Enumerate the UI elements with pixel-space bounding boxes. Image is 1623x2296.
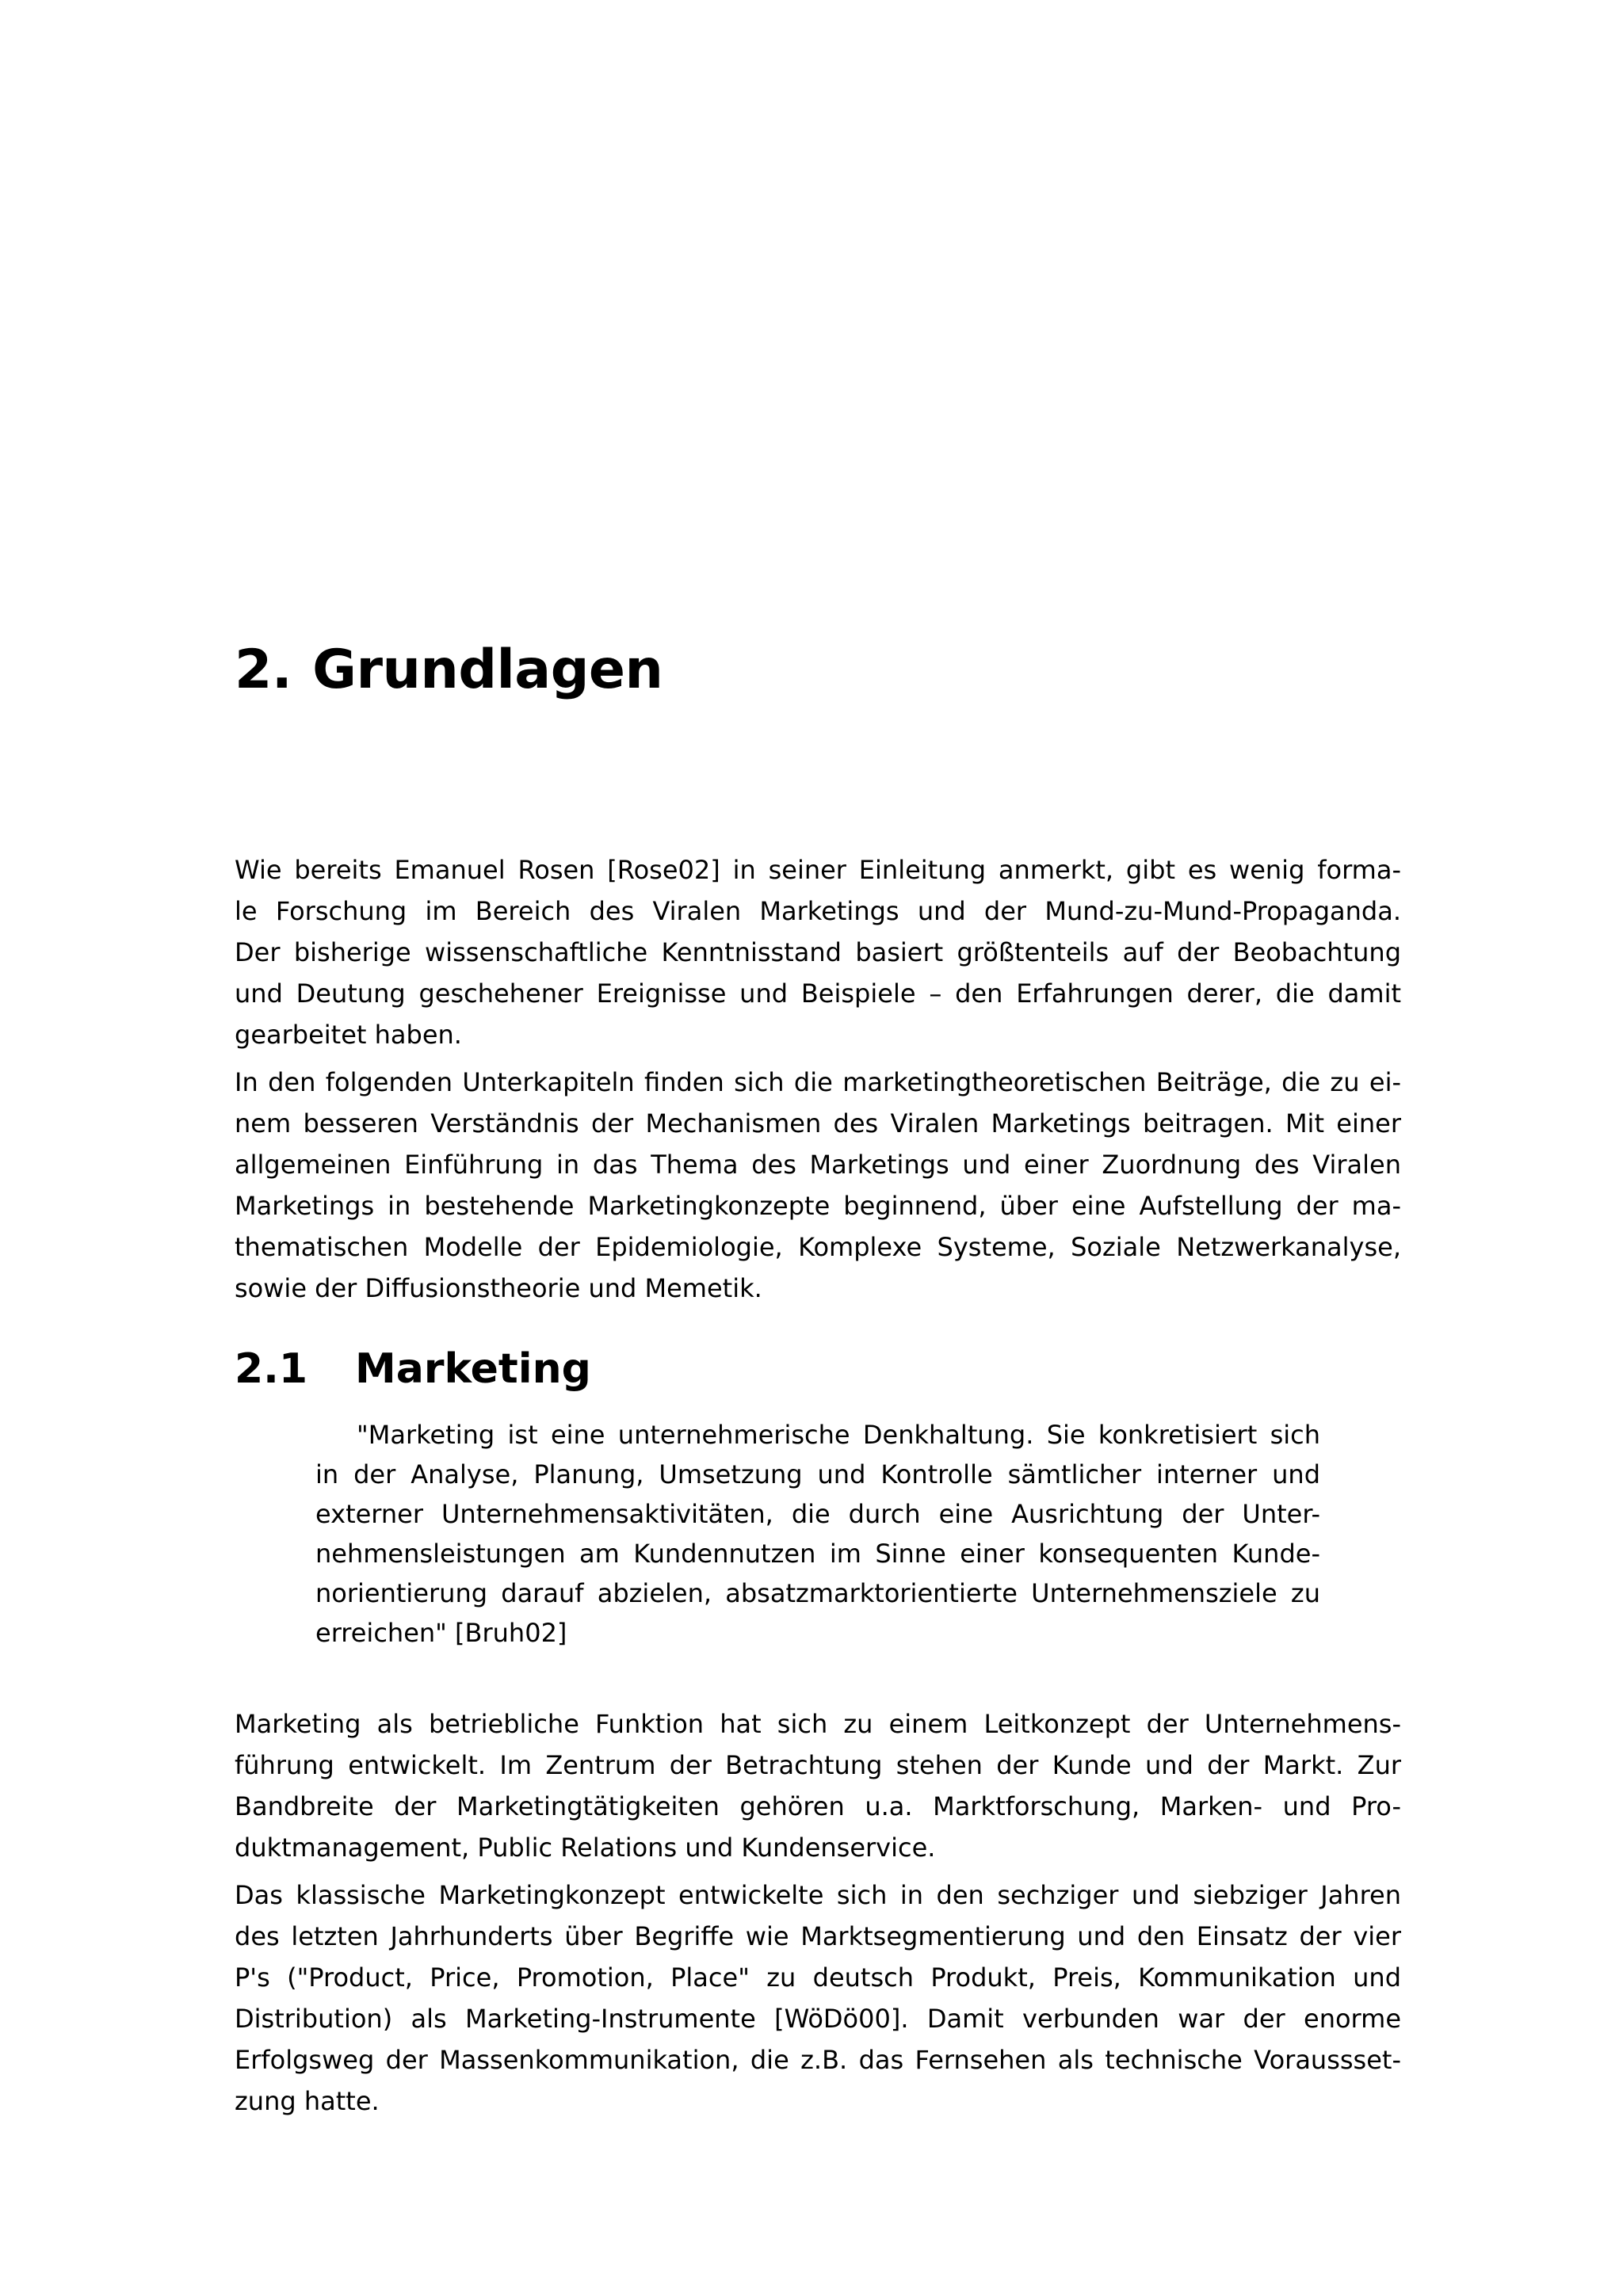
text-line: Wie bereits Emanuel Rosen [Rose02] in seiner Einleitung anmerkt, gibt es wenig forma- [235, 855, 1401, 885]
quote-line: erreichen" [Bruh02] [315, 1618, 567, 1648]
quote-line: externer Unternehmensaktivitäten, die durch eine Ausrichtung der Unter- [315, 1499, 1320, 1529]
text-line: P's ("Product, Price, Promotion, Place" zu deutsch Produkt, Preis, Kommunikation und [235, 1962, 1401, 1993]
section-number: 2.1 [235, 1345, 308, 1393]
text-line: Marketings in bestehende Marketingkonzepte beginnend, über eine Aufstellung der ma- [235, 1191, 1401, 1221]
text-line: In den folgenden Unterkapiteln finden sich die marketingtheoretischen Beiträge, die zu ei- [235, 1067, 1401, 1097]
body-paragraph-1 [235, 1703, 1401, 1868]
text-line: Distribution) als Marketing-Instrumente [WöDö00]. Damit verbunden war der enorme [235, 2004, 1401, 2034]
text-line: Das klassische Marketingkonzept entwickelte sich in den sechziger und siebziger Jahren [235, 1880, 1401, 1910]
section-heading [235, 1345, 591, 1393]
text-line: zung hatte. [235, 2086, 380, 2116]
text-line: Erfolgsweg der Massenkommunikation, die z.B. das Fernsehen als technische Voraussset- [235, 2045, 1401, 2075]
text-line: thematischen Modelle der Epidemiologie, Komplexe Systeme, Soziale Netzwerkanalyse, [235, 1232, 1401, 1262]
quote-line: nehmensleistungen am Kundennutzen im Sinne einer konsequenten Kunde- [315, 1539, 1320, 1569]
body-paragraph-2 [235, 1875, 1401, 2122]
text-line: führung entwickelt. Im Zentrum der Betrachtung stehen der Kunde und der Markt. Zur [235, 1750, 1401, 1780]
intro-paragraph-2 [235, 1062, 1401, 1309]
text-line: und Deutung geschehener Ereignisse und Beispiele – den Erfahrungen derer, die damit [235, 978, 1401, 1009]
quote-line: "Marketing ist eine unternehmerische Denkhaltung. Sie konkretisiert sich [357, 1420, 1320, 1450]
text-line: allgemeinen Einführung in das Thema des Marketings und einer Zuordnung des Viralen [235, 1150, 1401, 1180]
intro-paragraph-1 [235, 849, 1401, 1055]
quote-line: norientierung darauf abzielen, absatzmarktorientierte Unternehmensziele zu [315, 1578, 1320, 1608]
text-line: le Forschung im Bereich des Viralen Marketings und der Mund-zu-Mund-Propaganda. [235, 896, 1401, 926]
text-line: duktmanagement, Public Relations und Kundenservice. [235, 1833, 936, 1863]
section-title: Marketing [355, 1345, 591, 1393]
text-line: des letzten Jahrhunderts über Begriffe wie Marktsegmentierung und den Einsatz der vier [235, 1921, 1401, 1951]
chapter-title: Grundlagen [312, 639, 663, 701]
text-line: Bandbreite der Marketingtätigkeiten gehören u.a. Marktforschung, Marken- und Pro- [235, 1791, 1401, 1821]
text-line: gearbeitet haben. [235, 1020, 462, 1050]
chapter-number: 2. [235, 639, 292, 701]
block-quote [315, 1415, 1320, 1653]
text-line: nem besseren Verständnis der Mechanismen des Viralen Marketings beitragen. Mit einer [235, 1108, 1401, 1138]
chapter-heading [235, 639, 663, 701]
quote-line: in der Analyse, Planung, Umsetzung und Kontrolle sämtlicher interner und [315, 1459, 1320, 1489]
text-line: Der bisherige wissenschaftliche Kenntnisstand basiert größtenteils auf der Beobachtung [235, 937, 1401, 967]
text-line: Marketing als betriebliche Funktion hat sich zu einem Leitkonzept der Unternehmens- [235, 1709, 1401, 1739]
text-line: sowie der Diffusionstheorie und Memetik. [235, 1273, 762, 1303]
